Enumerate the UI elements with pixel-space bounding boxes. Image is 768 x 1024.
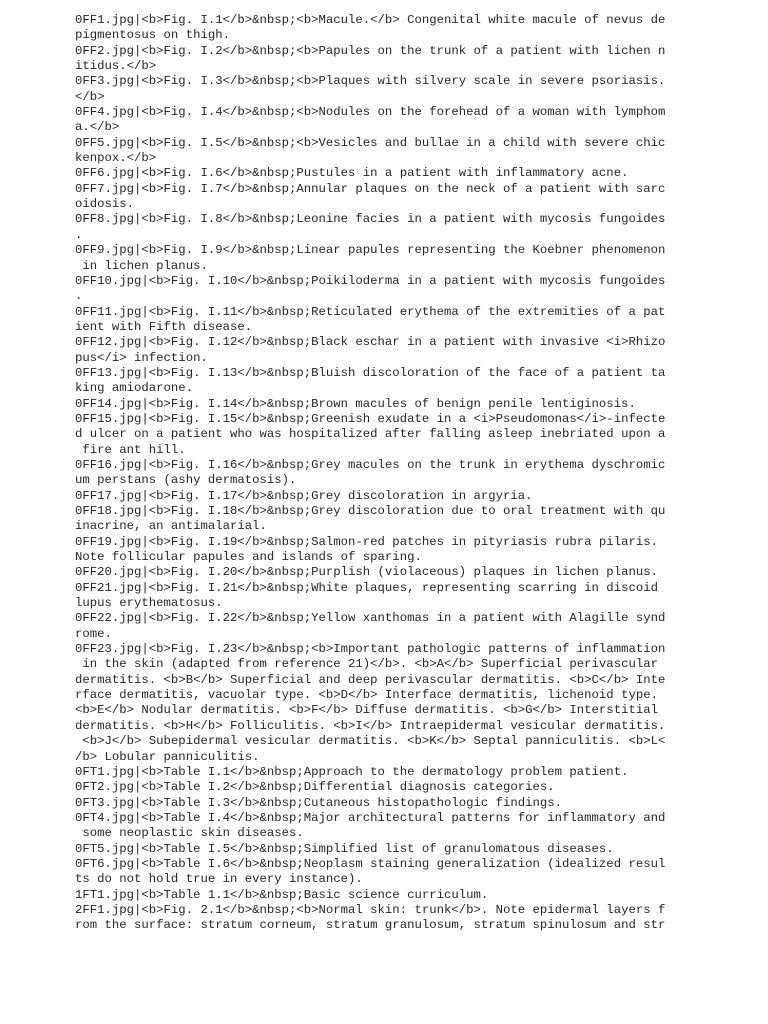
text-line: 0FF7.jpg|<b>Fig. I.7</b>&nbsp;Annular plaques on the neck of a patient with sarc xyxy=(75,181,666,196)
text-line: 0FF2.jpg|<b>Fig. I.2</b>&nbsp;<b>Papules on the trunk of a patient with lichen n xyxy=(75,43,666,58)
text-line: 0FF19.jpg|<b>Fig. I.19</b>&nbsp;Salmon-red patches in pityriasis rubra pilaris. xyxy=(75,534,658,549)
text-line: inacrine, an antimalarial. xyxy=(75,519,267,534)
text-line: 0FF9.jpg|<b>Fig. I.9</b>&nbsp;Linear papules representing the Koebner phenomenon xyxy=(75,243,666,258)
text-line: 0FF3.jpg|<b>Fig. I.3</b>&nbsp;<b>Plaques with silvery scale in severe psoriasis. xyxy=(75,74,666,89)
text-line: fire ant hill. xyxy=(75,442,186,457)
text-line: oidosis. xyxy=(75,197,135,212)
text-line: rome. xyxy=(75,626,112,641)
text-line: 0FF12.jpg|<b>Fig. I.12</b>&nbsp;Black eschar in a patient with invasive <i>Rhizo xyxy=(75,335,666,350)
text-line: 0FF20.jpg|<b>Fig. I.20</b>&nbsp;Purplish (violaceous) plaques in lichen planus. xyxy=(75,565,658,580)
text-line: 0FF22.jpg|<b>Fig. I.22</b>&nbsp;Yellow xanthomas in a patient with Alagille synd xyxy=(75,611,666,626)
caption-text-block xyxy=(75,13,675,934)
text-line: 0FF1.jpg|<b>Fig. I.1</b>&nbsp;<b>Macule.</b> Congenital white macule of nevus de xyxy=(75,13,666,27)
text-line: 0FT2.jpg|<b>Table I.2</b>&nbsp;Differential diagnosis categories. xyxy=(75,780,555,795)
text-line: pigmentosus on thigh. xyxy=(75,28,230,43)
text-line: . xyxy=(75,227,83,242)
text-line: 0FF23.jpg|<b>Fig. I.23</b>&nbsp;<b>Important pathologic patterns of inflammation xyxy=(75,642,666,657)
text-line: rom the surface: stratum corneum, stratum granulosum, stratum spinulosum and str xyxy=(75,918,666,933)
text-line: </b> xyxy=(75,89,105,104)
text-line: king amiodarone. xyxy=(75,381,194,396)
text-line: 0FF8.jpg|<b>Fig. I.8</b>&nbsp;Leonine facies in a patient with mycosis fungoides xyxy=(75,212,666,227)
text-line: 1FT1.jpg|<b>Table 1.1</b>&nbsp;Basic science curriculum. xyxy=(75,887,489,902)
text-line: <b>E</b> Nodular dermatitis. <b>F</b> Diffuse dermatitis. <b>G</b> Interstitial xyxy=(75,703,658,718)
text-line: 0FF15.jpg|<b>Fig. I.15</b>&nbsp;Greenish exudate in a <i>Pseudomonas</i>-infecte xyxy=(75,411,666,426)
text-line: ts do not hold true in every instance). xyxy=(75,872,363,887)
text-line: lupus erythematosus. xyxy=(75,596,223,611)
text-line: 0FF13.jpg|<b>Fig. I.13</b>&nbsp;Bluish discoloration of the face of a patient ta xyxy=(75,365,666,380)
text-line: Note follicular papules and islands of sparing. xyxy=(75,550,422,565)
text-line: 0FF5.jpg|<b>Fig. I.5</b>&nbsp;<b>Vesicles and bullae in a child with severe chic xyxy=(75,135,666,150)
text-line: 2FF1.jpg|<b>Fig. 2.1</b>&nbsp;<b>Normal skin: trunk</b>. Note epidermal layers f xyxy=(75,902,666,917)
text-line: dermatitis. <b>H</b> Folliculitis. <b>I</b> Intraepidermal vesicular dermatitis. xyxy=(75,718,666,733)
text-line: dermatitis. <b>B</b> Superficial and deep perivascular dermatitis. <b>C</b> Inte xyxy=(75,672,666,687)
text-line: 0FT5.jpg|<b>Table I.5</b>&nbsp;Simplified list of granulomatous diseases. xyxy=(75,841,614,856)
text-line: pus</i> infection. xyxy=(75,350,208,365)
text-line: in the skin (adapted from reference 21)</b>. <b>A</b> Superficial perivascular xyxy=(75,657,658,672)
text-line: /b> Lobular panniculitis. xyxy=(75,749,260,764)
text-line: ient with Fifth disease. xyxy=(75,319,253,334)
text-line: um perstans (ashy dermatosis). xyxy=(75,473,297,488)
text-line: itidus.</b> xyxy=(75,59,157,74)
text-line: some neoplastic skin diseases. xyxy=(75,826,304,841)
text-line: 0FF14.jpg|<b>Fig. I.14</b>&nbsp;Brown macules of benign penile lentiginosis. xyxy=(75,396,636,411)
text-line: d ulcer on a patient who was hospitalized after falling asleep inebriated upon a xyxy=(75,427,666,442)
text-line: 0FT1.jpg|<b>Table I.1</b>&nbsp;Approach to the dermatology problem patient. xyxy=(75,764,629,779)
text-line: 0FF18.jpg|<b>Fig. I.18</b>&nbsp;Grey discoloration due to oral treatment with qu xyxy=(75,504,666,518)
text-line: 0FF10.jpg|<b>Fig. I.10</b>&nbsp;Poikiloderma in a patient with mycosis fungoides xyxy=(75,273,666,288)
text-line: 0FF16.jpg|<b>Fig. I.16</b>&nbsp;Grey macules on the trunk in erythema dyschromic xyxy=(75,457,666,472)
text-line: 0FT6.jpg|<b>Table I.6</b>&nbsp;Neoplasm staining generalization (idealized resul xyxy=(75,856,666,871)
text-line: 0FF6.jpg|<b>Fig. I.6</b>&nbsp;Pustules in a patient with inflammatory acne. xyxy=(75,166,629,181)
text-line: rface dermatitis, vacuolar type. <b>D</b> Interface dermatitis, lichenoid type. xyxy=(75,688,658,703)
text-line: kenpox.</b> xyxy=(75,151,157,166)
text-line: 0FT3.jpg|<b>Table I.3</b>&nbsp;Cutaneous histopathologic findings. xyxy=(75,795,563,810)
text-line: a.</b> xyxy=(75,120,120,135)
text-line: 0FF11.jpg|<b>Fig. I.11</b>&nbsp;Reticulated erythema of the extremities of a pat xyxy=(75,304,666,319)
text-line: <b>J</b> Subepidermal vesicular dermatitis. <b>K</b> Septal panniculitis. <b>L< xyxy=(75,734,666,749)
text-line: . xyxy=(75,289,83,304)
text-line: 0FT4.jpg|<b>Table I.4</b>&nbsp;Major architectural patterns for inflammatory and xyxy=(75,810,666,825)
text-line: 0FF17.jpg|<b>Fig. I.17</b>&nbsp;Grey discoloration in argyria. xyxy=(75,488,533,503)
text-line: in lichen planus. xyxy=(75,258,208,273)
text-line: 0FF4.jpg|<b>Fig. I.4</b>&nbsp;<b>Nodules on the forehead of a woman with lymphom xyxy=(75,105,666,120)
text-line: 0FF21.jpg|<b>Fig. I.21</b>&nbsp;White plaques, representing scarring in discoid xyxy=(75,580,658,595)
